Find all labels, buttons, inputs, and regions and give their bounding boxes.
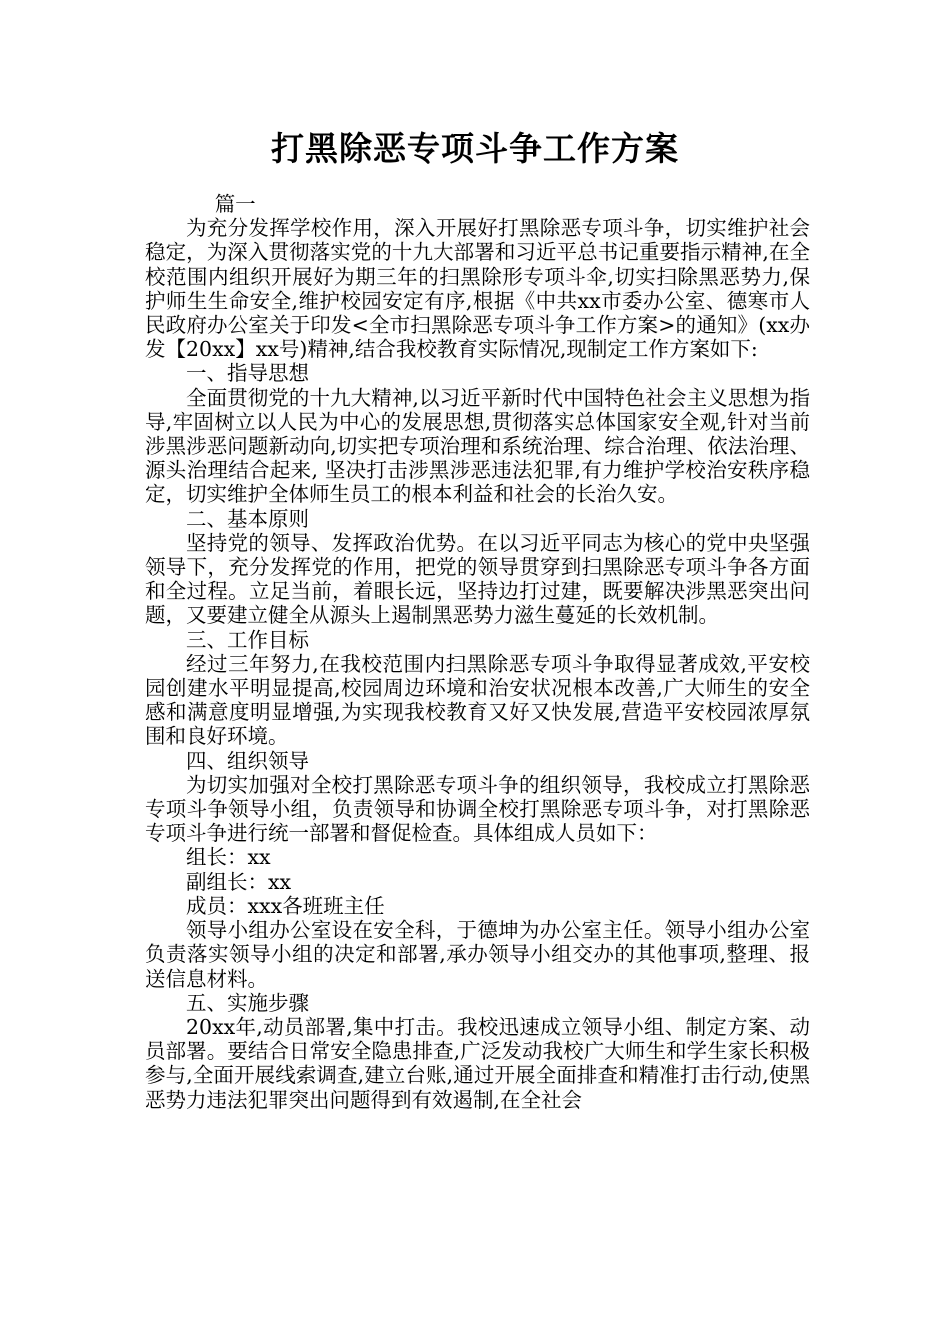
work-goals-paragraph: 经过三年努力,在我校范围内扫黑除恶专项斗争取得显著成效,平安校园创建水平明显提高,校园周边环境和治安状况根本改善,广大师生的安全感和满意度明显增强,为实现我校教育又好又快发展,营造平安校园浓厚氛围和良好环境。 bbox=[145, 651, 810, 749]
organization-paragraph: 为切实加强对全校打黑除恶专项斗争的组织领导，我校成立打黑除恶专项斗争领导小组，负责领导和协调全校打黑除恶专项斗争，对打黑除恶专项斗争进行统一部署和督促检查。具体组成人员如下： bbox=[145, 772, 810, 846]
heading-work-goals: 三、工作目标 bbox=[186, 627, 309, 652]
members-line: 成员：xxx各班班主任 bbox=[186, 893, 385, 918]
heading-basic-principles: 二、基本原则 bbox=[186, 506, 309, 531]
intro-paragraph: 为充分发挥学校作用，深入开展好打黑除恶专项斗争，切实维护社会稳定，为深入贯彻落实党的十九大部署和习近平总书记重要指示精神,在全校范围内组织开展好为期三年的扫黑除形专项斗伞,切实扫除黑恶势力,保护师生生命安全,维护校园安定有序,根据《中共xx市委办公室、德寒市人民政府办公室关于印发<全市扫黑除恶专项斗争工作方案>的通知》(xx办发【20xx】xx号)精神,结合我校教育实际情况,现制定工作方案如下: bbox=[145, 216, 810, 362]
basic-principles-paragraph: 坚持党的领导、发挥政治优势。在以习近平同志为核心的党中央坚强领导下，充分发挥党的作用，把党的领导贯穿到扫黑除恶专项斗争各方面和全过程。立足当前，着眼长远，坚持边打过建，既要解决涉黑恶突出问题，又要建立健全从源头上遏制黑恶势力滋生蔓延的长效机制。 bbox=[145, 530, 810, 628]
deputy-leader-line: 副组长：xx bbox=[186, 869, 292, 894]
team-leader-line: 组长：xx bbox=[186, 845, 271, 870]
document-title: 打黑除恶专项斗争工作方案 bbox=[271, 129, 679, 168]
section-label-part-one: 篇一 bbox=[214, 192, 256, 216]
document-body bbox=[145, 192, 810, 1112]
guiding-ideology-paragraph: 全面贯彻党的十九大精神,以习近平新时代中国特色社会主义思想为指导,牢固树立以人民为中心的发展思想,贯彻落实总体国家安全观,针对当前涉黑涉恶问题新动向,切实把专项治理和系统治理、综合治理、依法治理、源头治理结合起来, 坚决打击涉黑涉恶违法犯罪,有力维护学校治安秩序稳定，切实维护全体师生员工的根本利益和社会的长治久安。 bbox=[145, 385, 810, 507]
implementation-paragraph: 20xx年,动员部署,集中打击。我校迅速成立领导小组、制定方案、动员部署。要结合日常安全隐患排查,广泛发动我校广大师生和学生家长积极参与,全面开展线索调查,建立台账,通过开展全面排查和精准打击行动,使黑恶势力违法犯罪突出问题得到有效遏制,在全社会 bbox=[145, 1014, 810, 1112]
office-paragraph: 领导小组办公室设在安全科，于德坤为办公室主任。领导小组办公室负责落实领导小组的决定和部署,承办领导小组交办的其他事项,整理、报送信息材料。 bbox=[145, 918, 810, 991]
heading-organization: 四、组织领导 bbox=[186, 748, 309, 773]
heading-implementation-steps: 五、实施步骤 bbox=[186, 990, 309, 1015]
heading-guiding-ideology: 一、指导思想 bbox=[186, 361, 309, 386]
